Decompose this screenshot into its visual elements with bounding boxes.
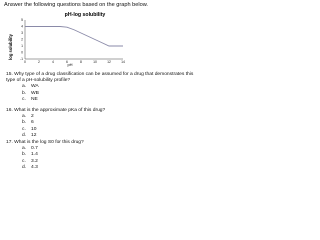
- option-letter: d.: [22, 164, 27, 170]
- y-tick-label: 2: [21, 37, 23, 42]
- question-16-option-d[interactable]: [22, 133, 105, 139]
- x-tick-label: 12: [107, 60, 111, 65]
- x-tick-label: 14: [121, 60, 125, 65]
- question-16: [6, 108, 105, 139]
- y-tick-label: 4: [21, 24, 23, 29]
- question-17: [6, 140, 84, 171]
- option-text: 3.2: [31, 158, 38, 164]
- option-letter: b.: [22, 152, 27, 158]
- option-text: 6: [31, 120, 34, 126]
- option-letter: c.: [22, 126, 26, 132]
- question-15-option-c[interactable]: [22, 97, 200, 103]
- option-text: NE: [31, 96, 38, 102]
- y-tick-label: 5: [21, 18, 23, 23]
- x-tick-label: 4: [52, 60, 54, 65]
- option-letter: b.: [22, 90, 27, 96]
- option-text: 4.3: [31, 164, 38, 170]
- chart-series: [25, 27, 123, 47]
- x-tick-label: 2: [38, 60, 40, 65]
- chart-title: pH-log solubility: [64, 12, 106, 18]
- option-letter: c.: [22, 96, 26, 102]
- x-tick-label: 6: [66, 60, 68, 65]
- question-17-option-d[interactable]: [22, 165, 84, 171]
- chart-ticks: [20, 18, 125, 64]
- question-17-stem: 17. What is the log S0 for this drug?: [6, 140, 84, 145]
- instructions-text: Answer the following questions based on the graph below.: [4, 2, 148, 8]
- option-text: 12: [31, 132, 37, 138]
- y-axis-label: log solubility: [8, 34, 13, 60]
- x-tick-label: 8: [80, 60, 82, 65]
- option-text: 1.4: [31, 152, 38, 158]
- option-letter: a.: [22, 84, 27, 90]
- question-15: [6, 72, 200, 103]
- option-text: 10: [31, 126, 37, 132]
- question-15-stem: 15. Why type of a drug classification can be assumed for a drug that demonstrates this type of a pH-solubility profile?: [6, 72, 194, 84]
- option-letter: a.: [22, 146, 27, 152]
- option-letter: b.: [22, 120, 27, 126]
- chart-axes: [25, 20, 123, 59]
- x-tick-label: 0: [24, 60, 26, 65]
- y-tick-label: 1: [21, 44, 23, 49]
- option-text: WA: [31, 84, 39, 90]
- y-tick-label: 0: [21, 50, 23, 55]
- option-text: WB: [31, 90, 39, 96]
- y-tick-label: 3: [21, 31, 23, 36]
- option-text: 2: [31, 114, 34, 120]
- x-axis-label: pH: [67, 62, 73, 67]
- y-tick-label: -1: [19, 57, 23, 62]
- x-tick-label: 10: [93, 60, 97, 65]
- option-letter: a.: [22, 114, 27, 120]
- question-16-stem: 16. What is the approximate pKa of this drug?: [6, 108, 106, 113]
- option-letter: d.: [22, 132, 27, 138]
- option-text: 0.7: [31, 146, 38, 152]
- option-letter: c.: [22, 158, 26, 164]
- ph-solubility-chart: [0, 0, 200, 68]
- solubility-line: [25, 27, 123, 47]
